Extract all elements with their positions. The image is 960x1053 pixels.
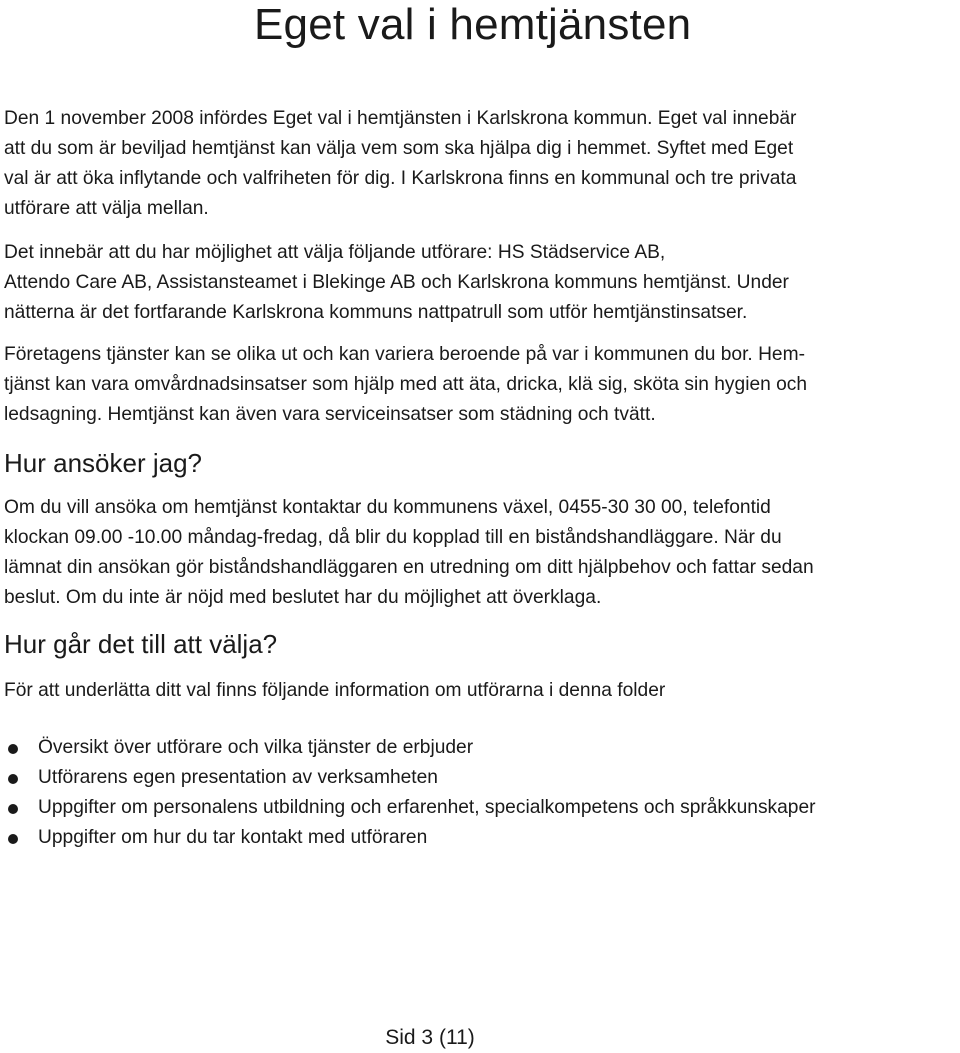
list-item-text: Uppgifter om hur du tar kontakt med utföraren: [38, 827, 428, 848]
list-item: [4, 763, 956, 793]
bullet-icon: [8, 804, 18, 814]
choose-intro: [4, 676, 956, 706]
list-item: [4, 793, 956, 823]
list-item-text: Uppgifter om personalens utbildning och erfarenhet, specialkompetens och språkkunskaper: [38, 797, 816, 818]
providers-paragraph: [4, 238, 956, 328]
intro-paragraph: [4, 104, 956, 224]
list-item-text: Utförarens egen presentation av verksamheten: [38, 767, 438, 788]
intro-line: utförare att välja mellan.: [4, 198, 209, 219]
bullet-icon: [8, 744, 18, 754]
providers-line: nätterna är det fortfarande Karlskrona kommuns nattpatrull som utför hemtjänstinsatser.: [4, 302, 748, 323]
apply-paragraph: [4, 493, 956, 613]
intro-line: Den 1 november 2008 infördes Eget val i hemtjänsten i Karlskrona kommun. Eget val innebär: [4, 108, 797, 129]
choose-intro-line: För att underlätta ditt val finns följande information om utförarna i denna folder: [4, 680, 666, 701]
list-item: [4, 733, 956, 763]
apply-line: klockan 09.00 -10.00 måndag-fredag, då blir du kopplad till en biståndshandläggare. När du: [4, 527, 782, 548]
services-line: ledsagning. Hemtjänst kan även vara serviceinsatser som städning och tvätt.: [4, 404, 656, 425]
apply-line: lämnat din ansökan gör biståndshandläggaren en utredning om ditt hjälpbehov och fattar sedan: [4, 557, 814, 578]
intro-line: val är att öka inflytande och valfriheten för dig. I Karlskrona finns en kommunal och tre privata: [4, 168, 797, 189]
info-bullet-list: [4, 733, 956, 853]
services-paragraph: [4, 340, 956, 430]
choose-heading: Hur går det till att välja?: [4, 629, 278, 659]
list-item: [4, 823, 956, 853]
bullet-icon: [8, 834, 18, 844]
providers-line: Attendo Care AB, Assistansteamet i Blekinge AB och Karlskrona kommuns hemtjänst. Under: [4, 272, 789, 293]
apply-heading: Hur ansöker jag?: [4, 448, 202, 478]
bullet-icon: [8, 774, 18, 784]
services-line: Företagens tjänster kan se olika ut och kan variera beroende på var i kommunen du bor. Hem-: [4, 344, 805, 365]
page-title: Eget val i hemtjänsten: [254, 0, 692, 49]
apply-line: beslut. Om du inte är nöjd med beslutet har du möjlighet att överklaga.: [4, 587, 602, 608]
list-item-text: Översikt över utförare och vilka tjänster de erbjuder: [38, 737, 474, 758]
page-number: Sid 3 (11): [385, 1026, 475, 1049]
providers-line: Det innebär att du har möjlighet att välja följande utförare: HS Städservice AB,: [4, 242, 666, 263]
services-line: tjänst kan vara omvårdnadsinsatser som hjälp med att äta, dricka, klä sig, sköta sin hygien och: [4, 374, 808, 395]
intro-line: att du som är beviljad hemtjänst kan välja vem som ska hjälpa dig i hemmet. Syftet med Eget: [4, 138, 794, 159]
apply-line: Om du vill ansöka om hemtjänst kontaktar du kommunens växel, 0455-30 30 00, telefontid: [4, 497, 771, 518]
